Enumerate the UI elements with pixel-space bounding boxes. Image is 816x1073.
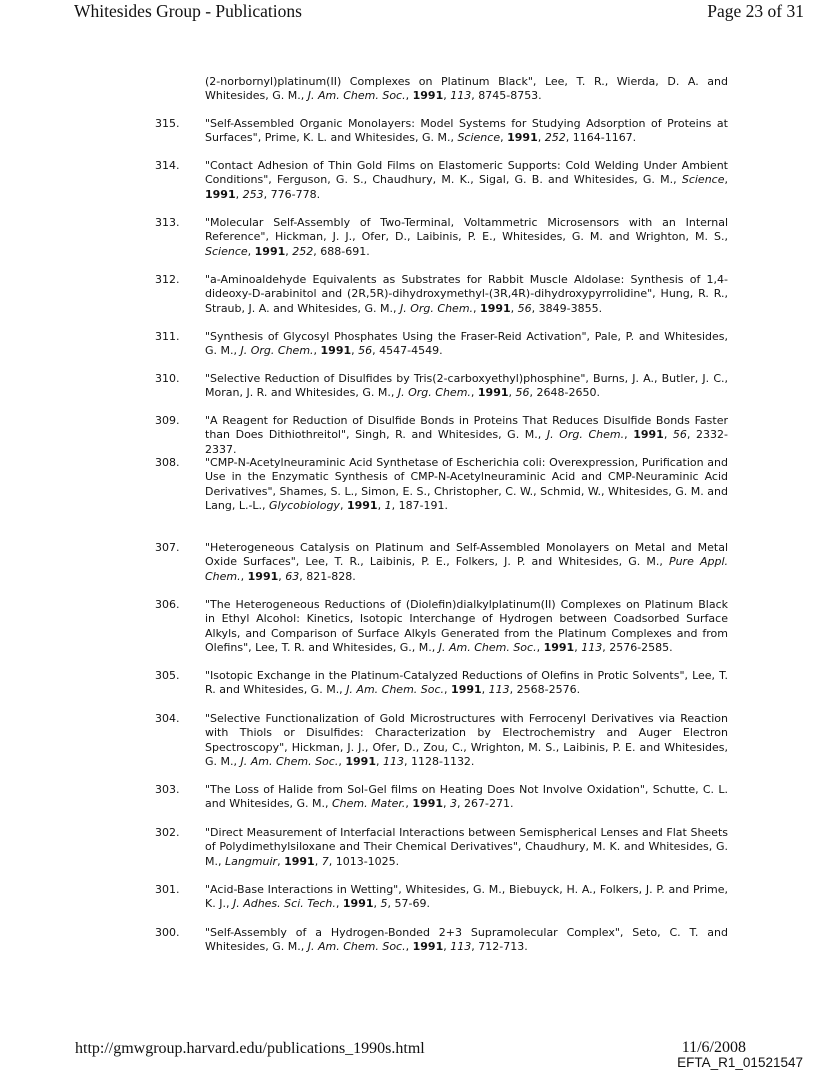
footer-url[interactable]: http://gmwgroup.harvard.edu/publications_1990s.html <box>75 1040 425 1057</box>
entry-number: 311. <box>155 330 180 343</box>
entry-citation: "CMP-N-Acetylneuraminic Acid Synthetase of Escherichia coli: Overexpression, Purification and Use in the Enzymatic Synthesis of CMP-N-Acetylneuraminic Acid and CMP-Neuraminic Acid Derivatives", Shames, S. L., Simon, E. S., Christopher, C. W., Schmid, W., Whitesides, G. M. and Lang, L.-L., Glycobiology, 1991, 1, 187-191. <box>205 456 728 512</box>
citation-italic: Langmuir <box>224 854 278 868</box>
footer-date: 11/6/2008 <box>681 1039 746 1056</box>
citation-italic: J. Adhes. Sci. Tech. <box>232 897 336 911</box>
entry-number: 314. <box>155 159 180 172</box>
citation-year: 1991 <box>412 797 444 811</box>
citation-year: 1991 <box>412 940 444 954</box>
citation-italic: 56 <box>515 386 530 400</box>
entry-number: 302. <box>155 826 180 839</box>
citation-italic: 252 <box>292 244 314 258</box>
citation-italic: J. Am. Chem. Soc. <box>346 683 445 697</box>
citation-italic: 56 <box>358 344 373 358</box>
entry-citation: "Self-Assembled Organic Monolayers: Model Systems for Studying Adsorption of Proteins at Surfaces", Prime, K. L. and Whitesides, G. M., Science, 1991, 252, 1164-1167. <box>205 117 728 145</box>
citation-italic: J. Am. Chem. Soc. <box>240 754 339 768</box>
citation-italic: 113 <box>382 754 404 768</box>
citation-italic: 56 <box>517 301 532 315</box>
entry-number: 305. <box>155 669 180 682</box>
entry-number: 315. <box>155 117 180 130</box>
citation-italic: Science <box>681 173 725 187</box>
citation-italic: 252 <box>544 131 566 145</box>
citation-year: 1991 <box>543 640 575 654</box>
citation-italic: 1 <box>384 498 392 512</box>
entry-number: 312. <box>155 273 180 286</box>
entry-number: 308. <box>155 456 180 469</box>
citation-italic: J. Org. Chem. <box>400 301 474 315</box>
entry-citation: "Molecular Self-Assembly of Two-Terminal, Voltammetric Microsensors with an Internal Reference", Hickman, J. J., Ofer, D., Laibinis, P. E., Whitesides, G. M. and Wrighton, M. S., Science, 1991, 252, 688-691. <box>205 216 728 258</box>
entry-number: 309. <box>155 414 180 427</box>
header-page-number: Page 23 of 31 <box>707 1 804 21</box>
document-id: EFTA_R1_01521547 <box>677 1055 803 1070</box>
citation-year: 1991 <box>477 386 509 400</box>
entry-number: 300. <box>155 926 180 939</box>
citation-italic: 3 <box>450 797 458 811</box>
citation-italic: Science <box>205 244 248 258</box>
citation-italic: 113 <box>450 940 472 954</box>
entry-number: 313. <box>155 216 180 229</box>
page-header <box>0 1 816 27</box>
entry-number: 301. <box>155 883 180 896</box>
citation-italic: 5 <box>380 897 388 911</box>
entry-citation: "Direct Measurement of Interfacial Interactions between Semispherical Lenses and Flat Sheets of Polydimethylsiloxane and Their Chemical Derivatives", Chaudhury, M. K. and Whitesides, G. M., Langmuir, 1991, 7, 1013-1025. <box>205 826 728 868</box>
citation-italic: 253 <box>242 187 264 201</box>
entry-citation: (2-norbornyl)platinum(II) Complexes on Platinum Black", Lee, T. R., Wierda, D. A. and Whitesides, G. M., J. Am. Chem. Soc., 1991, 113, 8745-8753. <box>205 75 728 103</box>
citation-year: 1991 <box>412 89 444 103</box>
citation-italic: J. Org. Chem. <box>546 428 625 442</box>
citation-year: 1991 <box>451 683 482 697</box>
entry-citation: "Heterogeneous Catalysis on Platinum and Self-Assembled Monolayers on Metal and Metal Oxide Surfaces", Lee, T. R., Laibinis, P. E., Folkers, J. P. and Whitesides, G. M., Pure Appl. Chem., 1991, 63, 821-828. <box>205 541 729 583</box>
citation-italic: Glycobiology <box>269 498 340 512</box>
entry-number: 304. <box>155 712 180 725</box>
entry-citation: "Acid-Base Interactions in Wetting", Whitesides, G. M., Biebuyck, H. A., Folkers, J. P. and Prime, K. J., J. Adhes. Sci. Tech., 1991, 5, 57-69. <box>205 883 728 911</box>
citation-year: 1991 <box>633 428 664 442</box>
citation-italic: J. Am. Chem. Soc. <box>438 640 537 654</box>
citation-italic: 56 <box>672 428 687 442</box>
citation-year: 1991 <box>320 344 352 358</box>
entry-number: 303. <box>155 783 180 796</box>
citation-italic: 113 <box>581 640 603 654</box>
entry-citation: "Isotopic Exchange in the Platinum-Catalyzed Reductions of Olefins in Protic Solvents", Lee, T. R. and Whitesides, G. M., J. Am. Chem. Soc., 1991, 113, 2568-2576. <box>205 669 728 697</box>
citation-italic: J. Am. Chem. Soc. <box>307 89 406 103</box>
entry-citation: "The Heterogeneous Reductions of (Diolefin)dialkylplatinum(II) Complexes on Platinum Black in Ethyl Alcohol: Kinetics, Isotopic Interchange of Hydrogen between Coadsorbed Surface Alkyls, and Comparison of Surface Alkyls Generated from the Platinum Complexes and from Olefins", Lee, T. R. and Whitesides, G., M., J. Am. Chem. Soc., 1991, 113, 2576-2585. <box>205 598 728 654</box>
header-title: Whitesides Group - Publications <box>74 1 302 21</box>
entry-citation: "A Reagent for Reduction of Disulfide Bonds in Proteins That Reduces Disulfide Bonds Faster than Does Dithiothreitol", Singh, R. and Whitesides, G. M., J. Org. Chem., 1991, 56, 2332-2337. <box>205 414 728 456</box>
citation-italic: J. Am. Chem. Soc. <box>307 940 406 954</box>
citation-year: 1991 <box>507 131 538 145</box>
citation-year: 1991 <box>342 897 374 911</box>
entry-citation: "Self-Assembly of a Hydrogen-Bonded 2+3 Supramolecular Complex", Seto, C. T. and Whitesides, G. M., J. Am. Chem. Soc., 1991, 113, 712-713. <box>205 926 728 954</box>
citation-year: 1991 <box>345 754 376 768</box>
citation-year: 1991 <box>205 187 236 201</box>
entry-citation: "Selective Functionalization of Gold Microstructures with Ferrocenyl Derivatives via Reaction with Thiols or Disulfides: Characterization by Electrochemistry and Auger Electron Spectroscopy", Hickman, J. J., Ofer, D., Zou, C., Wrighton, M. S., Laibinis, P. E. and Whitesides, G. M., J. Am. Chem. Soc., 1991, 113, 1128-1132. <box>205 712 728 768</box>
entry-citation: "Selective Reduction of Disulfides by Tris(2-carboxyethyl)phosphine", Burns, J. A., Butler, J. C., Moran, J. R. and Whitesides, G. M., J. Org. Chem., 1991, 56, 2648-2650. <box>205 372 728 400</box>
entry-number: 310. <box>155 372 180 385</box>
citation-year: 1991 <box>254 244 286 258</box>
citation-year: 1991 <box>480 301 511 315</box>
citation-italic: Chem. Mater. <box>331 797 406 811</box>
entry-citation: "a-Aminoaldehyde Equivalents as Substrates for Rabbit Muscle Aldolase: Synthesis of 1,4-dideoxy-D-arabinitol and (2R,5R)-dihydroxymethyl-(3R,4R)-dihydroxypyrrolidine", Hung, R. R., Straub, J. A. and Whitesides, G. M., J. Org. Chem., 1991, 56, 3849-3855. <box>205 273 728 315</box>
entry-number: 307. <box>155 541 180 554</box>
entry-citation: "The Loss of Halide from Sol-Gel films on Heating Does Not Involve Oxidation", Schutte, C. L. and Whitesides, G. M., Chem. Mater., 1991, 3, 267-271. <box>205 783 728 811</box>
citation-year: 1991 <box>247 569 279 583</box>
citation-italic: 7 <box>321 854 329 868</box>
entry-citation: "Contact Adhesion of Thin Gold Films on Elastomeric Supports: Cold Welding Under Ambient Conditions", Ferguson, G. S., Chaudhury, M. K., Sigal, G. B. and Whitesides, G. M., Science, 1991, 253, 776-778. <box>205 159 728 201</box>
citation-italic: Science <box>457 131 501 145</box>
citation-italic: 113 <box>450 89 472 103</box>
citation-italic: 63 <box>285 569 300 583</box>
citation-italic: 113 <box>488 683 510 697</box>
entry-number: 306. <box>155 598 180 611</box>
citation-italic: J. Org. Chem. <box>397 386 471 400</box>
citation-year: 1991 <box>284 854 315 868</box>
citation-italic: Pure Appl. Chem. <box>205 555 729 583</box>
citation-italic: J. Org. Chem. <box>240 344 314 358</box>
citation-year: 1991 <box>346 498 378 512</box>
entry-citation: "Synthesis of Glycosyl Phosphates Using the Fraser-Reid Activation", Pale, P. and Whitesides, G. M., J. Org. Chem., 1991, 56, 4547-4549. <box>205 330 728 358</box>
